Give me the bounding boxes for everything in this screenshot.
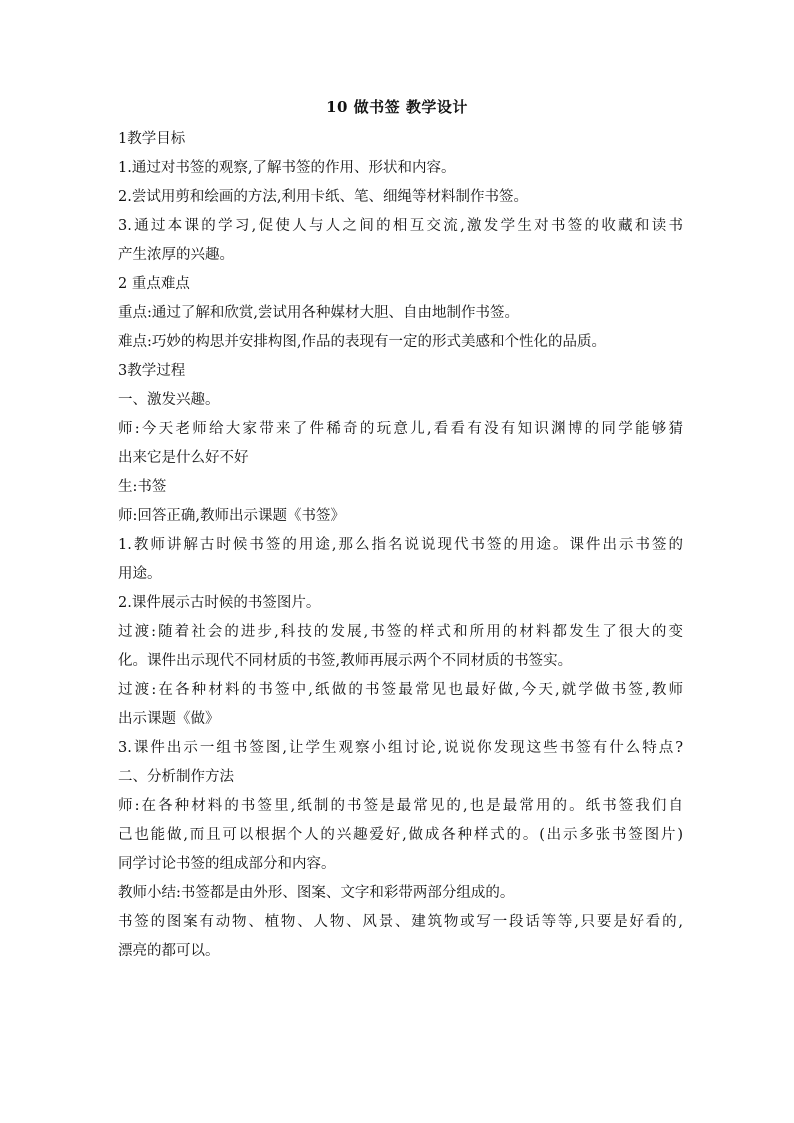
text-line: 1教学目标: [118, 131, 186, 147]
text-line: 重点:通过了解和欣赏,尝试用各种媒材大胆、自由地制作书签。: [118, 305, 519, 321]
text-line: 同学讨论书签的组成部分和内容。: [118, 856, 336, 872]
text-line: 师:回答正确,教师出示课题《书签》: [118, 508, 345, 524]
text-line: 教师小结:书签都是由外形、图案、文字和彩带两部分组成的。: [118, 885, 515, 901]
text-line: 书签的图案有动物、植物、人物、风景、建筑物或写一段话等等,只要是好看的,: [118, 914, 683, 930]
text-line: 过渡:随着社会的进步,科技的发展,书签的样式和所用的材料都发生了很大的变: [118, 624, 683, 640]
text-line: 过渡:在各种材料的书签中,纸做的书签最常见也最好做,今天,就学做书签,教师: [118, 682, 683, 698]
text-line: 用途。: [118, 566, 162, 582]
text-line: 3.通过本课的学习,促使人与人之间的相互交流,激发学生对书签的收藏和读书: [118, 218, 683, 234]
text-line: 师:今天老师给大家带来了件稀奇的玩意儿,看看有没有知识渊博的同学能够猜: [118, 421, 683, 437]
text-line: 难点:巧妙的构思并安排构图,作品的表现有一定的形式美感和个性化的品质。: [118, 334, 606, 350]
text-line: 一、激发兴趣。: [118, 392, 220, 408]
text-line: 二、分析制作方法: [118, 769, 234, 785]
text-line: 化。课件出示现代不同材质的书签,教师再展示两个不同材质的书签实。: [118, 653, 573, 669]
text-line: 出示课题《做》: [118, 711, 220, 727]
text-line: 漂亮的都可以。: [118, 943, 220, 959]
text-line: 师:在各种材料的书签里,纸制的书签是最常见的,也是最常用的。纸书签我们自: [118, 798, 683, 814]
text-line: 出来它是什么好不好: [118, 450, 249, 466]
text-line: 2 重点难点: [118, 276, 190, 292]
text-line: 3.课件出示一组书签图,让学生观察小组讨论,说说你发现这些书签有什么特点?: [118, 740, 683, 756]
text-line: 产生浓厚的兴趣。: [118, 247, 234, 263]
text-line: 生:书签: [118, 479, 167, 495]
text-line: 3教学过程: [118, 363, 186, 379]
text-line: 己也能做,而且可以根据个人的兴趣爱好,做成各种样式的。(出示多张书签图片): [118, 827, 683, 843]
text-line: 1.教师讲解古时候书签的用途,那么指名说说现代书签的用途。课件出示书签的: [118, 537, 683, 553]
document-body: [118, 125, 683, 966]
text-line: 1.通过对书签的观察,了解书签的作用、形状和内容。: [118, 160, 456, 176]
text-line: 2.尝试用剪和绘画的方法,利用卡纸、笔、细绳等材料制作书签。: [118, 189, 528, 205]
text-line: 2.课件展示古时候的书签图片。: [118, 595, 321, 611]
document-title: 10 做书签 教学设计: [326, 98, 468, 116]
